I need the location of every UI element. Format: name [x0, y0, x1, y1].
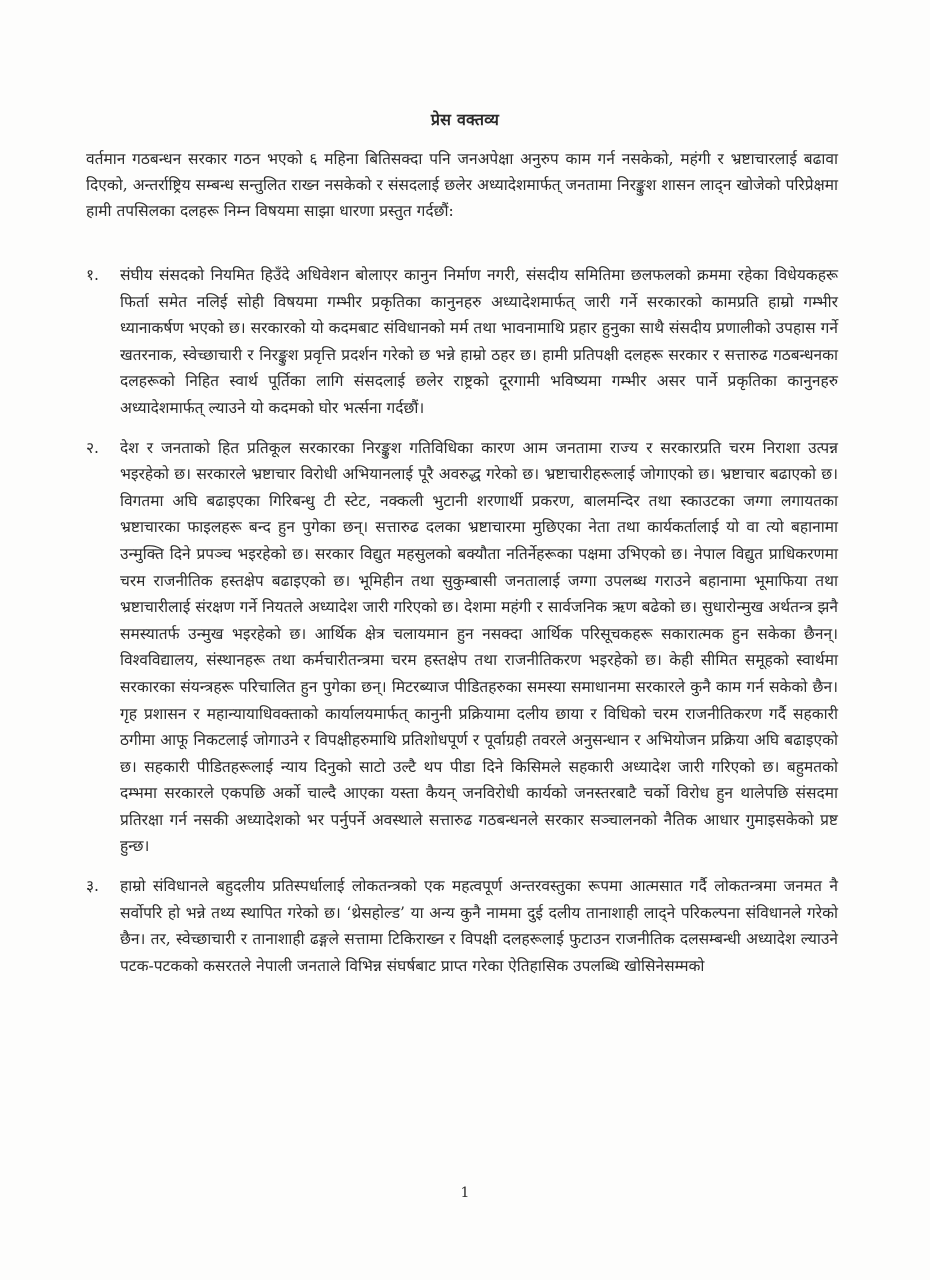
document-title: प्रेस वक्तव्य: [430, 110, 500, 129]
numbered-list: [86, 262, 838, 979]
item-number: २.: [86, 438, 99, 457]
item-number: १.: [86, 266, 99, 284]
item-number: ३.: [86, 877, 99, 896]
list-item: [86, 435, 838, 861]
intro-paragraph: वर्तमान गठबन्धन सरकार गठन भएको ६ महिना बितिसक्दा पनि जनअपेक्षा अनुरुप काम गर्न नसकेको, महंगी र भ्रष्टाचारलाई बढावा दिएको, अन्तर्राष्ट्रिय सम्बन्ध सन्तुलित राख्न नसकेको र संसदलाई छलेर अध्यादेशमार्फत् जनतामा निरङ्कुश शासन लाद्न खोजेको परिप्रेक्षमा हामी तपसिलका दलहरू निम्न विषयमा साझा धारणा प्रस्तुत गर्दछौं:: [86, 150, 838, 220]
list-item: [86, 873, 838, 979]
list-item: [86, 262, 838, 422]
item-text: संघीय संसदको नियमित हिउँदे अधिवेशन बोलाएर कानुन निर्माण नगरी, संसदीय समितिमा छलफलको क्रममा रहेका विधेयकहरू फिर्ता समेत नलिई सोही विषयमा गम्भीर प्रकृतिका कानुनहरु अध्यादेशमार्फत् जारी गर्ने सरकारको कामप्रति हाम्रो गम्भीर ध्यानाकर्षण भएको छ। सरकारको यो कदमबाट संविधानको मर्म तथा भावनामाथि प्रहार हुनुका साथै संसदीय प्रणालीको उपहास गर्ने खतरनाक, स्वेच्छाचारी र निरङ्कुश प्रवृत्ति प्रदर्शन गरेको छ भन्ने हाम्रो ठहर छ। हामी प्रतिपक्षी दलहरू सरकार र सत्तारुढ गठबन्धनका दलहरूको निहित स्वार्थ पूर्तिका लागि संसदलाई छलेर राष्ट्रको दूरगामी भविष्यमा गम्भीर असर पार्ने प्रकृतिका कानुनहरु अध्यादेशमार्फत् ल्याउने यो कदमको घोर भर्त्सना गर्दछौं।: [120, 266, 838, 417]
item-text: हाम्रो संविधानले बहुदलीय प्रतिस्पर्धालाई लोकतन्त्रको एक महत्वपूर्ण अन्तरवस्तुका रूपमा आत्मसात गर्दै लोकतन्त्रमा जनमत नै सर्वोपरि हो भन्ने तथ्य स्थापित गरेको छ। ‘थ्रेसहोल्ड’ या अन्य कुनै नाममा दुई दलीय तानाशाही लाद्ने परिकल्पना संविधानले गरेको छैन। तर, स्वेच्छाचारी र तानाशाही ढङ्गले सत्तामा टिकिराख्न र विपक्षी दलहरूलाई फुटाउन राजनीतिक दलसम्बन्धी अध्यादेश ल्याउने पटक-पटकको कसरतले नेपाली जनताले विभिन्न संघर्षबाट प्राप्त गरेका ऐतिहासिक उपलब्धि खोसिनेसम्मको: [120, 877, 838, 975]
item-text: देश र जनताको हित प्रतिकूल सरकारका निरङ्कुश गतिविधिका कारण आम जनतामा राज्य र सरकारप्रति चरम निराशा उत्पन्न भइरहेको छ। सरकारले भ्रष्टाचार विरोधी अभियानलाई पूरै अवरुद्ध गरेको छ। भ्रष्टाचारीहरूलाई जोगाएको छ। भ्रष्टाचार बढाएको छ। विगतमा अघि बढाइएका गिरिबन्धु टी स्टेट, नक्कली भुटानी शरणार्थी प्रकरण, बालमन्दिर तथा स्काउटका जग्गा लगायतका भ्रष्टाचारका फाइलहरू बन्द हुन पुगेका छन्। सत्तारुढ दलका भ्रष्टाचारमा मुछिएका नेता तथा कार्यकर्तालाई यो वा त्यो बहानामा उन्मुक्ति दिने प्रपञ्च भइरहेको छ। सरकार विद्युत महसुलको बक्यौता नतिर्नेहरूका पक्षमा उभिएको छ। नेपाल विद्युत प्राधिकरणमा चरम राजनीतिक हस्तक्षेप बढाइएको छ। भूमिहीन तथा सुकुम्बासी जनतालाई जग्गा उपलब्ध गराउने बहानामा भूमाफिया तथा भ्रष्टाचारीलाई संरक्षण गर्ने नियतले अध्यादेश जारी गरिएको छ। देशमा महंगी र सार्वजनिक ऋण बढेको छ। सुधारोन्मुख अर्थतन्त्र झनै समस्यातर्फ उन्मुख भइरहेको छ। आर्थिक क्षेत्र चलायमान हुन नसक्दा आर्थिक परिसूचकहरू सकारात्मक हुन सकेका छैनन्। विश्वविद्यालय, संस्थानहरू तथा कर्मचारीतन्त्रमा चरम हस्तक्षेप तथा राजनीतिकरण भइरहेको छ। केही सीमित समूहको स्वार्थमा सरकारका संयन्त्रहरू परिचालित हुन पुगेका छन्। मिटरब्याज पीडितहरुका समस्या समाधानमा सरकारले कुनै काम गर्न सकेको छैन। गृह प्रशासन र महान्यायाधिवक्ताको कार्यालयमार्फत् कानुनी प्रक्रियामा दलीय छाया र विधिको चरम राजनीतिकरण गर्दै सहकारी ठगीमा आफू निकटलाई जोगाउने र विपक्षीहरुमाथि प्रतिशोधपूर्ण र पूर्वाग्रही तवरले अनुसन्धान र अभियोजन प्रक्रिया अघि बढाइएको छ। सहकारी पीडितहरूलाई न्याय दिनुको साटो उल्टै थप पीडा दिने किसिमले सहकारी अध्यादेश जारी गरिएको छ। बहुमतको दम्भमा सरकारले एकपछि अर्को चाल्दै आएका यस्ता कैयन् जनविरोधी कार्यको जनस्तरबाटै चर्को विरोध हुन थालेपछि संसदमा प्रतिरक्षा गर्न नसकी अध्यादेशको भर पर्नुपर्ने अवस्थाले सत्तारुढ गठबन्धनले सरकार सञ्चालनको नैतिक आधार गुमाइसकेको प्रष्ट हुन्छ।: [120, 438, 838, 856]
page-number: 1: [460, 1185, 470, 1201]
